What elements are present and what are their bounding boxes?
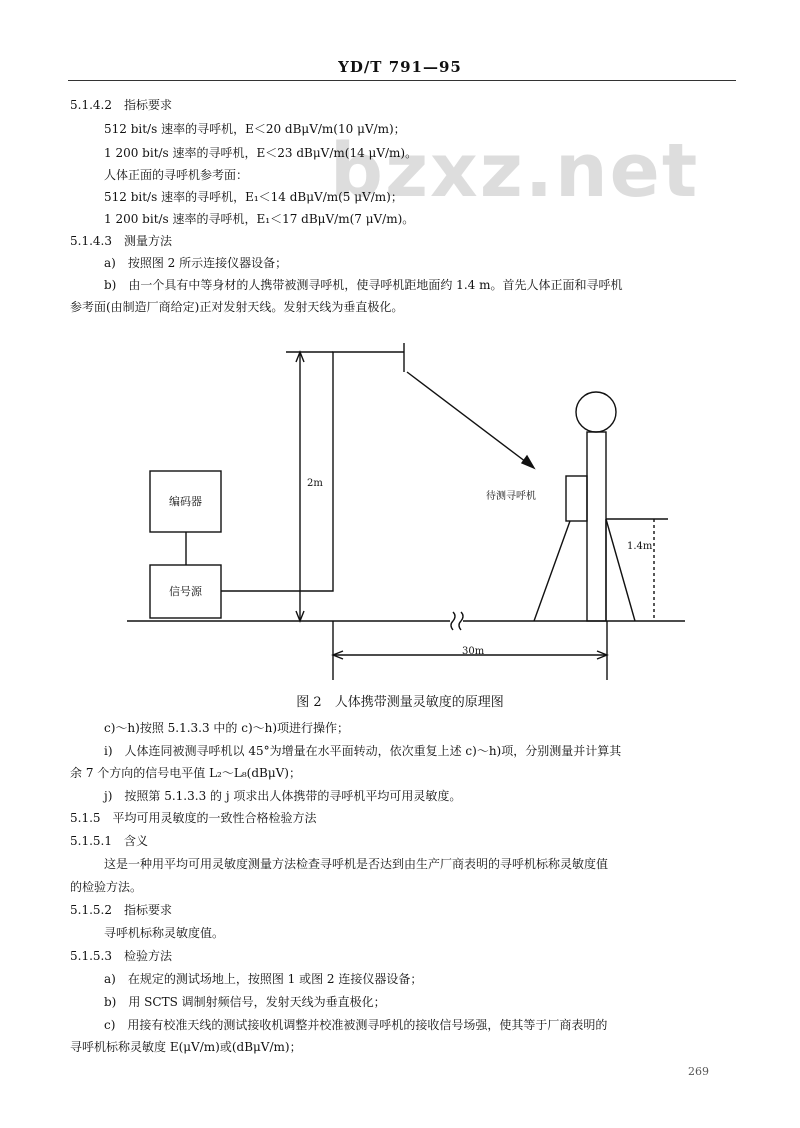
pager-label: 待测寻呼机 <box>486 491 536 502</box>
text-line: 1 200 bit/s 速率的寻呼机，E₁＜17 dBμV/m(7 μV/m)。 <box>104 212 415 226</box>
section-5-1-4-3: 5.1.4.3 测量方法 <box>70 234 172 248</box>
page-header: YD/T 791—95 <box>338 58 462 76</box>
text-line: i) 人体连同被测寻呼机以 45°为增量在水平面转动，依次重复上述 c)～h)项，分别测量并计算其 <box>104 744 622 758</box>
text-line: 人体正面的寻呼机参考面： <box>104 168 249 182</box>
text-line: j) 按照第 5.1.3.3 的 j 项求出人体携带的寻呼机平均可用灵敏度。 <box>104 789 462 803</box>
page-number: 269 <box>688 1065 709 1078</box>
text-line: 512 bit/s 速率的寻呼机，E＜20 dBμV/m(10 μV/m)； <box>104 122 406 136</box>
text-line: 1 200 bit/s 速率的寻呼机，E＜23 dBμV/m(14 μV/m)。 <box>104 146 418 160</box>
text-line: a) 按照图 2 所示连接仪器设备； <box>104 256 288 270</box>
distance-label: 30m <box>462 646 485 657</box>
tripod-leg-right <box>606 519 635 621</box>
break-mark <box>459 612 463 630</box>
text-line: a) 在规定的测试场地上，按照图 1 或图 2 连接仪器设备； <box>104 972 423 986</box>
person-body <box>587 432 606 621</box>
text-line: c)～h)按照 5.1.3.3 中的 c)～h)项进行操作； <box>104 721 350 735</box>
text-line: b) 用 SCTS 调制射频信号，发射天线为垂直极化； <box>104 995 386 1009</box>
watermark: bzxz.net <box>330 128 700 214</box>
figure-caption: 图 2 人体携带测量灵敏度的原理图 <box>296 695 504 710</box>
signal-ray <box>407 372 534 468</box>
signal-ray-arrowhead <box>522 456 534 468</box>
text-line: 寻呼机标称灵敏度 E(μV/m)或(dBμV/m)； <box>70 1040 302 1054</box>
text-line: 参考面(由制造厂商给定)正对发射天线。发射天线为垂直极化。 <box>70 300 404 314</box>
encoder-label: 编码器 <box>169 495 202 508</box>
section-5-1-5: 5.1.5 平均可用灵敏度的一致性合格检验方法 <box>70 811 317 825</box>
text-line: 的检验方法。 <box>70 880 143 894</box>
section-5-1-5-1: 5.1.5.1 含义 <box>70 834 148 848</box>
text-line: 512 bit/s 速率的寻呼机，E₁＜14 dBμV/m(5 μV/m)； <box>104 190 403 204</box>
text-line: 寻呼机标称灵敏度值。 <box>104 926 225 940</box>
text-line: c) 用接有校准天线的测试接收机调整并校准被测寻呼机的接收信号场强，使其等于厂商表明的 <box>104 1018 608 1032</box>
break-mark <box>451 612 455 630</box>
signal-source-label: 信号源 <box>169 585 202 598</box>
text-line: b) 由一个具有中等身材的人携带被测寻呼机，使寻呼机距地面约 1.4 m。首先人体正面和寻呼机 <box>104 278 623 292</box>
text-line: 余 7 个方向的信号电平值 L₂～L₈(dBμV)； <box>70 766 301 780</box>
section-5-1-4-2: 5.1.4.2 指标要求 <box>70 98 172 112</box>
height-label: 2m <box>307 478 323 489</box>
cable-to-antenna <box>221 352 404 591</box>
text-line: 这是一种用平均可用灵敏度测量方法检查寻呼机是否达到由生产厂商表明的寻呼机标称灵敏度值 <box>104 857 609 871</box>
pager-box <box>566 476 587 521</box>
body-height-label: 1.4m <box>627 541 653 552</box>
tripod-leg-left <box>534 521 570 621</box>
section-5-1-5-2: 5.1.5.2 指标要求 <box>70 903 172 917</box>
section-5-1-5-3: 5.1.5.3 检验方法 <box>70 949 172 963</box>
person-head <box>576 392 616 432</box>
